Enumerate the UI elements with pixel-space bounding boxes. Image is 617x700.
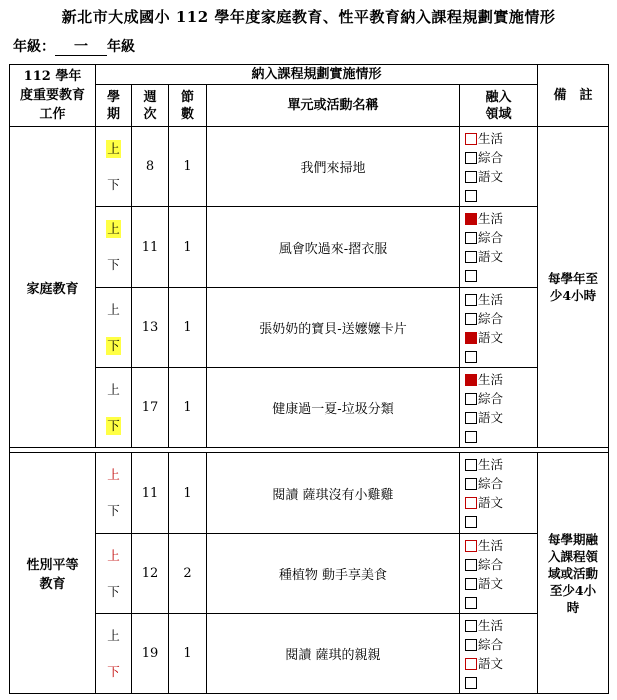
domain-label: 語文: [478, 409, 504, 425]
header-semester: 學期: [96, 85, 132, 127]
remark-cell: 每學期融入課程領域或活動至少4小時: [538, 453, 609, 694]
domain-label: 語文: [478, 655, 504, 671]
checkbox-icon[interactable]: [465, 232, 477, 244]
semester-cell: [96, 207, 132, 288]
domain-cell: [460, 368, 538, 448]
checkbox-icon[interactable]: [465, 393, 477, 405]
domain-cell: [460, 614, 538, 694]
remark-cell: 每學年至少4小時: [538, 127, 609, 448]
semester-cell: [96, 368, 132, 448]
domain-label: 綜合: [478, 230, 504, 245]
header-periods: 節數: [169, 85, 207, 127]
domain-label: 生活: [478, 457, 504, 472]
domain-label: 生活: [478, 291, 504, 307]
periods-cell: 1: [169, 453, 207, 534]
domain-option[interactable]: [465, 247, 537, 266]
domain-label: 綜合: [478, 476, 504, 491]
plan-body: [10, 127, 609, 694]
semester-cell: [96, 127, 132, 207]
header-issue: 112 學年度重要教育工作: [10, 65, 96, 127]
checkbox-icon[interactable]: [465, 597, 477, 609]
domain-label: 綜合: [478, 636, 504, 652]
header-week: 週次: [132, 85, 169, 127]
checkbox-icon[interactable]: [465, 133, 477, 145]
semester-upper: 上: [107, 547, 120, 563]
domain-label: 語文: [478, 575, 504, 591]
header-remarks: 備 註: [538, 65, 609, 127]
semester-cell: [96, 453, 132, 534]
domain-label: 生活: [478, 211, 504, 226]
week-cell: 11: [132, 207, 169, 288]
domain-option[interactable]: [465, 635, 537, 654]
unit-cell: 我們來掃地: [207, 127, 460, 207]
domain-label: 生活: [478, 130, 504, 146]
domain-label: 語文: [478, 329, 504, 345]
domain-label: 生活: [478, 617, 504, 633]
unit-cell: 閱讀 薩琪沒有小雞雞: [207, 453, 460, 534]
checkbox-icon[interactable]: [465, 294, 477, 306]
checkbox-icon[interactable]: [465, 251, 477, 263]
domain-option[interactable]: [465, 209, 537, 228]
domain-label: 語文: [478, 249, 504, 264]
domain-option[interactable]: [465, 474, 537, 493]
checkbox-icon[interactable]: [465, 620, 477, 632]
domain-cell: [460, 534, 538, 614]
table-row: [10, 534, 609, 614]
semester-lower: 下: [107, 337, 120, 353]
domain-option[interactable]: [465, 574, 537, 593]
checkbox-icon[interactable]: [465, 152, 477, 164]
grade-line: [13, 36, 135, 56]
checkbox-icon[interactable]: [465, 516, 477, 528]
checkbox-icon[interactable]: [465, 478, 477, 490]
checkbox-icon[interactable]: [465, 313, 477, 325]
table-row: [10, 207, 609, 288]
semester-cell: [96, 614, 132, 694]
semester-upper: 上: [107, 467, 120, 482]
periods-cell: 1: [169, 127, 207, 207]
semester-lower: 下: [107, 257, 120, 272]
domain-label: 語文: [478, 168, 504, 184]
checkbox-icon[interactable]: [465, 639, 477, 651]
semester-lower: 下: [107, 417, 120, 433]
domain-option[interactable]: [465, 536, 537, 555]
checkbox-icon[interactable]: [465, 270, 477, 282]
week-cell: 12: [132, 534, 169, 614]
domain-cell: [460, 453, 538, 534]
domain-cell: [460, 207, 538, 288]
domain-label: 生活: [478, 537, 504, 553]
semester-cell: [96, 534, 132, 614]
semester-upper: 上: [107, 627, 120, 643]
domain-option[interactable]: [465, 129, 537, 148]
checkbox-icon[interactable]: [465, 459, 477, 471]
week-cell: 11: [132, 453, 169, 534]
semester-lower: 下: [107, 663, 120, 679]
checkbox-icon[interactable]: [465, 658, 477, 670]
header-domain: 融入領域: [460, 85, 538, 127]
semester-lower: 下: [107, 583, 120, 599]
semester-lower: 下: [107, 176, 120, 192]
domain-option[interactable]: [465, 309, 537, 328]
checkbox-icon[interactable]: [465, 677, 477, 689]
domain-option[interactable]: [465, 616, 537, 635]
domain-option[interactable]: [465, 593, 537, 612]
checkbox-icon[interactable]: [465, 540, 477, 552]
category-cell: 家庭教育: [10, 127, 96, 448]
domain-option[interactable]: [465, 370, 537, 389]
unit-cell: 健康過一夏-垃圾分類: [207, 368, 460, 448]
domain-option[interactable]: [465, 167, 537, 186]
grade-suffix: 年級: [107, 39, 135, 55]
category-cell: 性別平等教育: [10, 453, 96, 694]
domain-option[interactable]: [465, 493, 537, 512]
domain-option[interactable]: [465, 512, 537, 531]
domain-label: 綜合: [478, 310, 504, 326]
checkbox-icon[interactable]: [465, 497, 477, 509]
domain-cell: [460, 288, 538, 368]
unit-cell: 風會吹過來-摺衣服: [207, 207, 460, 288]
domain-option[interactable]: [465, 427, 537, 446]
domain-label: 綜合: [478, 149, 504, 165]
table-row: [10, 453, 609, 534]
table-row: [10, 127, 609, 207]
checkbox-icon[interactable]: [465, 431, 477, 443]
periods-cell: 2: [169, 534, 207, 614]
domain-option[interactable]: [465, 673, 537, 692]
document-title: 新北市大成國小 112 學年度家庭教育、性平教育納入課程規劃實施情形: [61, 8, 556, 26]
domain-label: 綜合: [478, 556, 504, 572]
domain-cell: [460, 127, 538, 207]
grade-label: 年級：: [13, 39, 55, 55]
periods-cell: 1: [169, 614, 207, 694]
checkbox-icon[interactable]: [465, 374, 477, 386]
unit-cell: 張奶奶的寶貝-送嬤嬤卡片: [207, 288, 460, 368]
periods-cell: 1: [169, 288, 207, 368]
checkbox-icon[interactable]: [465, 190, 477, 202]
semester-lower: 下: [107, 503, 120, 518]
curriculum-plan-table: [9, 64, 609, 694]
table-row: [10, 614, 609, 694]
domain-option[interactable]: [465, 389, 537, 408]
checkbox-icon[interactable]: [465, 332, 477, 344]
domain-option[interactable]: [465, 186, 537, 205]
table-row: [10, 288, 609, 368]
semester-upper: 上: [107, 140, 120, 156]
checkbox-icon[interactable]: [465, 578, 477, 590]
checkbox-icon[interactable]: [465, 213, 477, 225]
checkbox-icon[interactable]: [465, 412, 477, 424]
header-plan: 納入課程規劃實施情形: [96, 65, 538, 85]
semester-cell: [96, 288, 132, 368]
checkbox-icon[interactable]: [465, 171, 477, 183]
week-cell: 19: [132, 614, 169, 694]
unit-cell: 閱讀 薩琪的親親: [207, 614, 460, 694]
domain-label: 綜合: [478, 390, 504, 406]
domain-label: 語文: [478, 495, 504, 510]
semester-upper: 上: [107, 381, 120, 397]
domain-option[interactable]: [465, 347, 537, 366]
unit-cell: 種植物 動手享美食: [207, 534, 460, 614]
domain-label: 生活: [478, 371, 504, 387]
domain-option[interactable]: [465, 266, 537, 285]
domain-option[interactable]: [465, 455, 537, 474]
domain-option[interactable]: [465, 328, 537, 347]
semester-upper: 上: [107, 221, 120, 236]
grade-value[interactable]: 一: [55, 40, 107, 56]
week-cell: 8: [132, 127, 169, 207]
week-cell: 13: [132, 288, 169, 368]
periods-cell: 1: [169, 368, 207, 448]
checkbox-icon[interactable]: [465, 351, 477, 363]
domain-option[interactable]: [465, 408, 537, 427]
domain-option[interactable]: [465, 290, 537, 309]
periods-cell: 1: [169, 207, 207, 288]
table-row: [10, 368, 609, 448]
header-unit: 單元或活動名稱: [207, 85, 460, 127]
checkbox-icon[interactable]: [465, 559, 477, 571]
domain-option[interactable]: [465, 148, 537, 167]
week-cell: 17: [132, 368, 169, 448]
domain-option[interactable]: [465, 228, 537, 247]
domain-option[interactable]: [465, 654, 537, 673]
semester-upper: 上: [107, 301, 120, 317]
domain-option[interactable]: [465, 555, 537, 574]
